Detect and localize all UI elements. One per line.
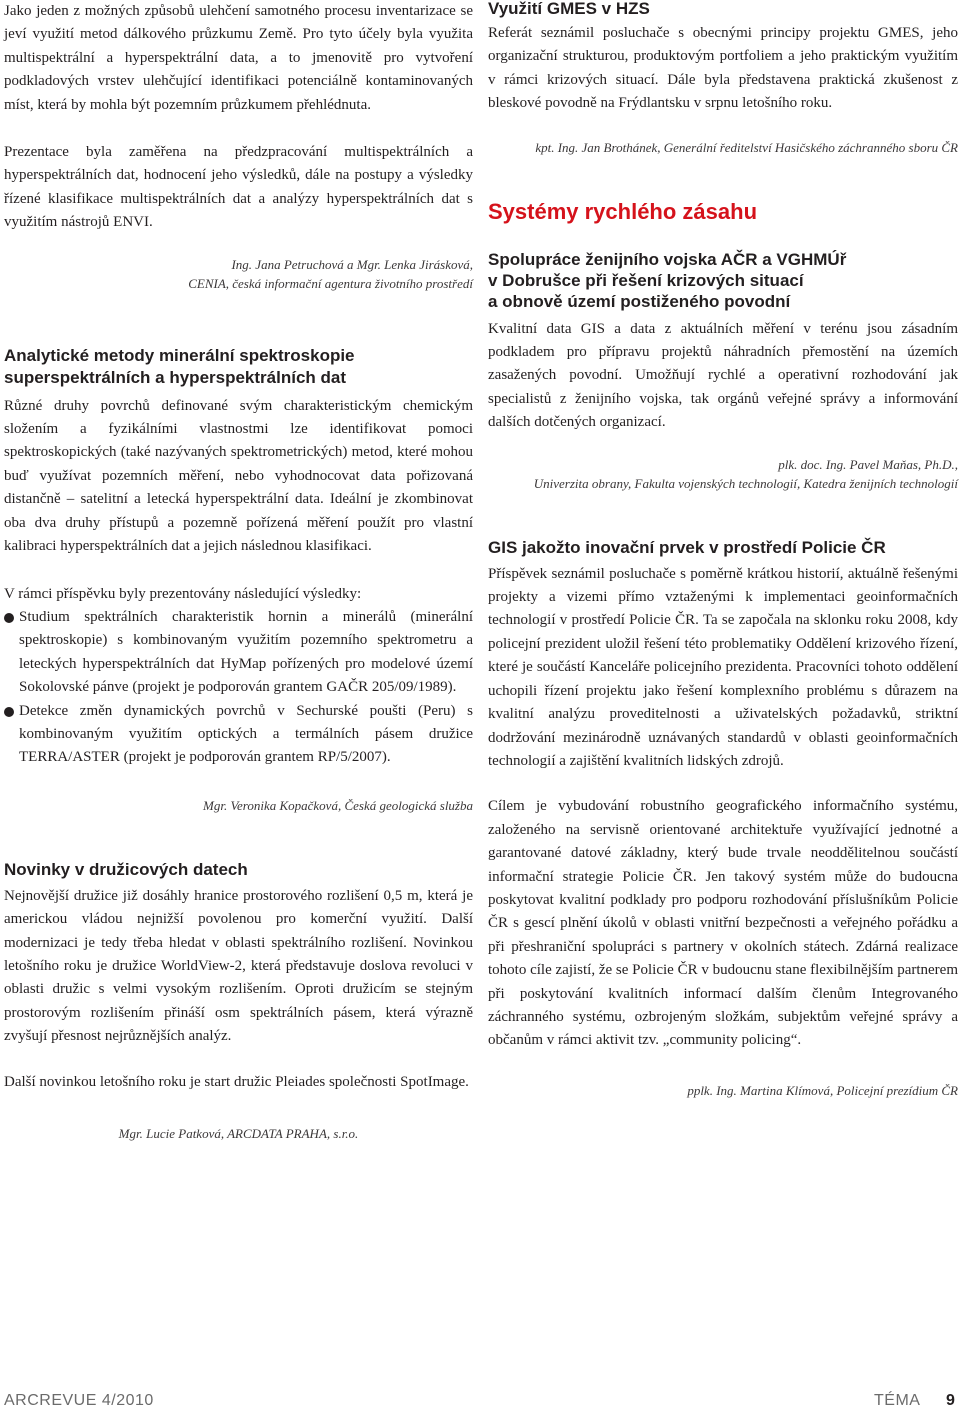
heading-line: a obnově území postiženého povodní bbox=[488, 291, 791, 311]
heading-spectroscopy: Analytické metody minerální spektroskopie superspektrálních a hyperspektrálních dat bbox=[4, 345, 355, 387]
signature-manas bbox=[488, 455, 958, 493]
paragraph-pleiades: Další novinkou letošního roku je start družic Pleiades společnosti SpotImage. bbox=[4, 1073, 469, 1090]
paragraph-satellite-news: Nejnovější družice již dosáhly hranice prostorového rozlišení 0,5 m, která je americkou vládou nejnižší povolenou pro komerční využití. Další modernizaci je tedy třeba hledat v oblasti spektrálního rozlišení. Novinkou letošního roku je družice WorldView-2, která představuje doslova revoluci v oblasti družic s velmi vysokým rozlišením. Oproti družicím se stejným prostorovým rozlišením přináší osm spektrálních pásem, která výrazně zvyšují přesnost nejrůznějších analýz. bbox=[4, 887, 473, 1045]
signature-patkova: Mgr. Lucie Patková, ARCDATA PRAHA, s.r.o. bbox=[118, 1126, 359, 1141]
signature-line: Ing. Jana Petruchová a Mgr. Lenka Jirásková, bbox=[231, 256, 473, 272]
bullet-icon bbox=[4, 707, 14, 717]
footer-page-number: 9 bbox=[946, 1392, 956, 1409]
signature-line: plk. doc. Ing. Pavel Maňas, Ph.D., bbox=[778, 456, 958, 472]
paragraph-police-history: Příspěvek seznámil posluchače s poměrně krátkou historií, aktuálně řešenými projekty a vizemi přímo vztaženými k implementaci geoinformačních technologií v prostředí Policie ČR. Ta se započala na sklonku roku 2008, kdy policejní prezident uložil řešení této problematiky Oddělení krizového řízení, které je součástí Kanceláře policejního prezidenta. Pracovníci tohoto oddělení uchopili řízení projektu jako řešení komplexního problému s důrazem na kvalitní analýzu proveditelnosti a uživatelských požadavků, striktní dodržování mezinárodně uznávaných standardů v oblasti geoinformačních technologií a zajištění kvalitních lidských zdrojů. bbox=[488, 565, 958, 769]
signature-kopackova: Mgr. Veronika Kopačková, Česká geologická služba bbox=[203, 797, 473, 813]
paragraph-gmes: Referát seznámil posluchače s obecnými principy projektu GMES, jeho organizační strukturou, produktovým portfoliem a jeho praktickým využitím v rámci krizových situací. Dále byla představena praktická zkušenost z bleskové povodně na Frýdlantsku v srpnu letošního roku. bbox=[488, 25, 958, 112]
paragraph-presentation: Prezentace byla zaměřena na předzpracování multispektrálních a hyperspektrálních dat, hodnocení jeho výsledků, dále na postupy a výsledky řízené klasifikace multispektrálních dat a analýzy hyperspektrálních dat s využitím nástrojů ENVI. bbox=[4, 144, 473, 231]
list-item-text: Detekce změn dynamických povrchů v Sechurské poušti (Peru) s kombinovaným využitím optických a termálních pásem družice TERRA/ASTER (projekt je podporován grantem RP/5/2007). bbox=[19, 702, 473, 766]
signature-petruchova bbox=[4, 255, 473, 293]
left-column bbox=[4, 0, 473, 1143]
section-title: Systémy rychlého zásahu bbox=[488, 198, 758, 224]
list-item-text: Studium spektrálních charakteristik hornin a minerálů (minerální spektroskopie) s kombinovaným využitím pozemního spektrometru a leteckých hyperspektrálních dat HyMap pořízených pro modelové území Sokolovské pánve (projekt je podporován grantem GAČR 205/09/1989). bbox=[19, 608, 473, 696]
heading-police-gis: GIS jakožto inovační prvek v prostředí Policie ČR bbox=[488, 537, 886, 557]
signature-klimova: pplk. Ing. Martina Klímová, Policejní prezídium ČR bbox=[687, 1082, 958, 1098]
list-item bbox=[4, 700, 473, 770]
paragraph-spectroscopy: Různé druhy povrchů definované svým charakteristickým chemickým složením a fyzikálními vlastnostmi lze identifikovat pomoci spektroskopických (také nazývaných spektrometrických) metod, které mohou buď využívat pozemních měření, nebo vyhodnocovat data pořizovaná distančně – satelitní a letecká hyperspektrální data. Ideální je zkombinovat oba dva druhy přístupů a pozemně pořízená měření použít pro vlastní kalibraci hyperspektrálních dat a jejich následnou klasifikaci. bbox=[4, 397, 473, 555]
paragraph-inventory-intro: Jako jeden z možných způsobů ulehčení samotného procesu inventarizace se jeví využití metod dálkového průzkumu Země. Pro tyto účely byla využita multispektrální a hyperspektrální data, a to jmenovitě pro vytvoření podkladových vrstev ulehčující identifikaci potenciálně kontaminovaných míst, která by mohla být pozemním průzkumem přehlédnuta. bbox=[4, 3, 473, 113]
footer-journal: ARCREVUE 4/2010 bbox=[4, 1392, 154, 1409]
signature-brothanek: kpt. Ing. Jan Brothánek, Generální ředitelství Hasičského záchranného sboru ČR bbox=[535, 139, 958, 155]
paragraph-military: Kvalitní data GIS a data z aktuálních měření v terénu jsou zásadním podkladem pro přípravu projektů náhradních přemostění na územích zasažených povodní. Umožňují rychlé a operativní rozhodování jak specialistů z ženijního vojska, tak orgánů veřejné správy a informování dalších dotčených organizací. bbox=[488, 320, 958, 431]
heading-gmes: Využití GMES v HZS bbox=[488, 0, 650, 18]
heading-line: Spolupráce ženijního vojska AČR a VGHMÚř bbox=[488, 249, 847, 269]
bullet-icon bbox=[4, 613, 14, 623]
paragraph-police-goal: Cílem je vybudování robustního geografického informačního systému, založeného na servisně orientované architektuře využívající jednotné a garantované datové základny, který bude trvale neoddělitelnou součástí informační strategie Policie ČR. Jen takový systém může do budoucna poskytovat kvalitní podklady pro podporu rozhodování příslušníkům Policie ČR s gescí plnění úkolů v oblasti vnitřní bezpečnosti a veřejného pořádku a při přeshraniční spolupráci s partnery v okolních státech. Zdárná realizace tohoto cíle zajistí, že se Policie ČR v budoucnu stane flexibilnějším partnerem při poskytování kvalitních informací dalším členům Integrovaného záchranného systému, ozbrojeným složkám, subjektům veřejné správy a občanům v rámci aktivit tzv. „community policing“. bbox=[488, 798, 958, 1049]
heading-line: v Dobrušce při řešení krizových situací bbox=[488, 270, 804, 290]
heading-military bbox=[488, 249, 958, 312]
paragraph-results-intro: V rámci příspěvku byly prezentovány následující výsledky: bbox=[4, 585, 362, 602]
signature-affiliation: CENIA, česká informační agentura životního prostředí bbox=[188, 275, 473, 291]
list-item bbox=[4, 606, 473, 700]
signature-affiliation: Univerzita obrany, Fakulta vojenských technologií, Katedra ženijních technologií bbox=[533, 475, 958, 491]
results-list bbox=[4, 606, 473, 770]
right-column bbox=[488, 0, 958, 1100]
heading-satellite-news: Novinky v družicových datech bbox=[4, 859, 248, 879]
footer-section: TÉMA bbox=[874, 1392, 921, 1409]
